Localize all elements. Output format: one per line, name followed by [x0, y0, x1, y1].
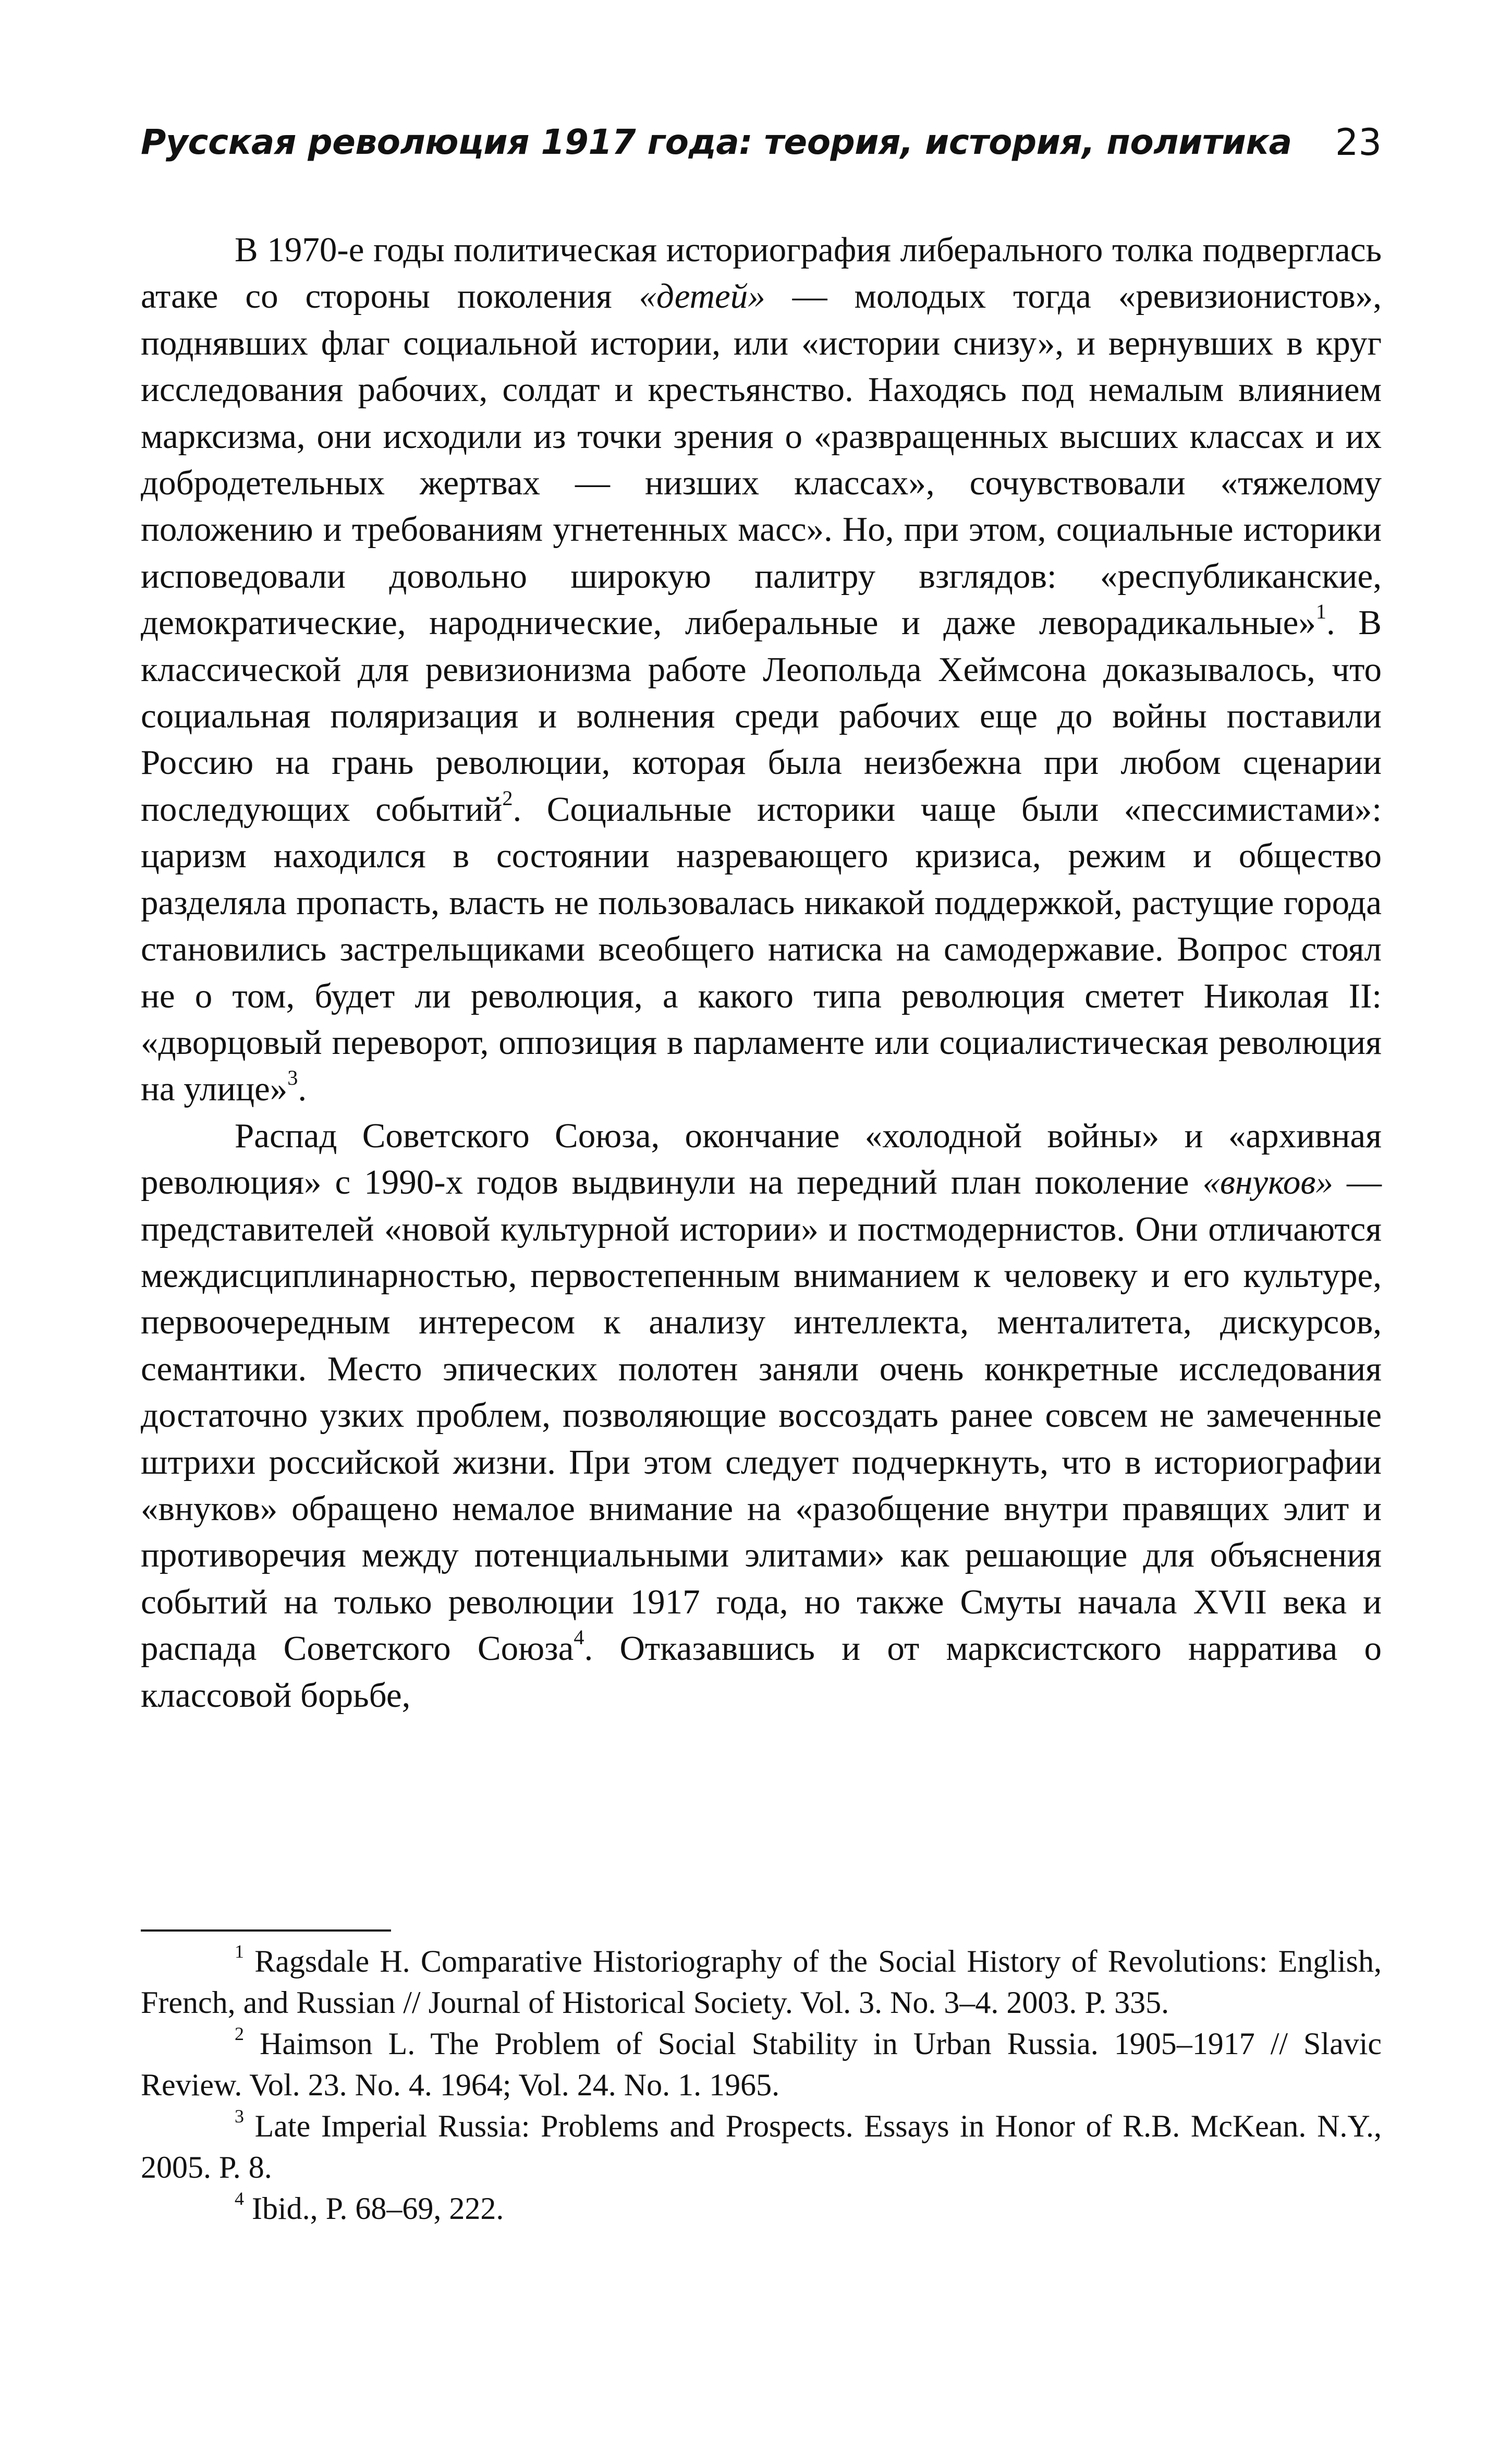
emphasis-children: «детей»	[639, 277, 765, 316]
text-run: .	[298, 1070, 307, 1109]
running-title: Русская революция 1917 года: теория, история, политика	[141, 122, 1292, 162]
footnote-ref-1: 1	[1315, 600, 1327, 624]
footnote-divider	[141, 1929, 391, 1932]
page-number: 23	[1335, 121, 1382, 164]
text-run: . В классической для ревизионизма работе Леопольда Хеймсона доказывалось, что социальная поляризация и волнения среди рабочих еще до войны поставили Россию на грань революции, которая была неизбежна при любом сценарии последующих событий	[141, 603, 1382, 829]
footnote-4	[141, 2188, 1382, 2229]
running-head	[141, 114, 1382, 171]
footnote-1	[141, 1941, 1382, 2023]
footnote-ref-2: 2	[502, 786, 513, 810]
paragraph-2	[141, 1113, 1382, 1719]
footnote-ref-3: 3	[287, 1066, 298, 1090]
footnote-marker: 4	[235, 2188, 244, 2209]
footnote-3	[141, 2106, 1382, 2188]
text-run: . Социальные историки чаще были «пессимистами»: царизм находился в состоянии назревающего кризиса, режим и общество разделяла пропасть, власть не пользовалась никакой поддержкой, растущие города становились застрельщиками всеобщего натиска на самодержавие. Вопрос стоял не о том, будет ли революция, а какого типа революция сметет Николая II: «дворцовый переворот, оппозиция в парламенте или социалистическая революция на улице»	[141, 790, 1382, 1109]
footnote-2	[141, 2023, 1382, 2106]
footnote-text: Ibid., P. 68–69, 222.	[244, 2191, 504, 2226]
text-run: . Отказавшись и от марксистского нарратива о классовой борьбе,	[141, 1629, 1382, 1715]
footnote-text: Ragsdale H. Comparative Historiography of the Social History of Revolutions: English, French, and Russian // Journal of Historical Society. Vol. 3. No. 3–4. 2003. P. 335.	[141, 1944, 1382, 2020]
emphasis-grandchildren: «внуков»	[1202, 1163, 1333, 1202]
text-run: Распад Советского Союза, окончание «холодной войны» и «архивная революция» с 1990-х годов выдвинули на передний план поколение	[141, 1116, 1382, 1202]
text-run: — представителей «новой культурной истории» и постмодернистов. Они отличаются междисциплинарностью, первостепенным вниманием к человеку и его культуре, первоочередным интересом к анализу интеллекта, менталитета, дискурсов, семантики. Место эпических полотен заняли очень конкретные исследования достаточно узких проблем, позволяющие воссоздать ранее совсем не замеченные штрихи российской жизни. При этом следует подчеркнуть, что в историографии «внуков» обращено немалое внимание на «разобщение внутри правящих элит и противоречия между потенциальными элитами» как решающие для объяснения событий на только революции 1917 года, но также Смуты начала XVII века и распада Советского Союза	[141, 1163, 1382, 1668]
footnote-marker: 3	[235, 2106, 244, 2127]
footnote-text: Haimson L. The Problem of Social Stability in Urban Russia. 1905–1917 // Slavic Review. Vol. 23. No. 4. 1964; Vol. 24. No. 1. 1965.	[141, 2026, 1382, 2102]
paragraph-1	[141, 227, 1382, 1113]
main-text	[141, 227, 1382, 1719]
footnote-ref-4: 4	[574, 1625, 584, 1649]
text-run: — молодых тогда «ревизионистов», поднявших флаг социальной истории, или «истории снизу», и вернувших в круг исследования рабочих, солдат и крестьянство. Находясь под немалым влиянием марксизма, они исходили из точки зрения о «развращенных высших классах и их добродетельных жертвах — низших классах», сочувствовали «тяжелому положению и требованиям угнетенных масс». Но, при этом, социальные историки исповедовали довольно широкую палитру взглядов: «республиканские, демократические, народнические, либеральные и даже леворадикальные»	[141, 277, 1382, 642]
footnotes	[141, 1941, 1382, 2229]
footnote-marker: 1	[235, 1941, 244, 1962]
text-run: В 1970-е годы политическая историография либерального толка подверглась атаке со стороны поколения	[141, 230, 1382, 316]
footnote-text: Late Imperial Russia: Problems and Prospects. Essays in Honor of R.B. McKean. N.Y., 2005. P. 8.	[141, 2109, 1382, 2184]
footnote-marker: 2	[235, 2023, 244, 2044]
